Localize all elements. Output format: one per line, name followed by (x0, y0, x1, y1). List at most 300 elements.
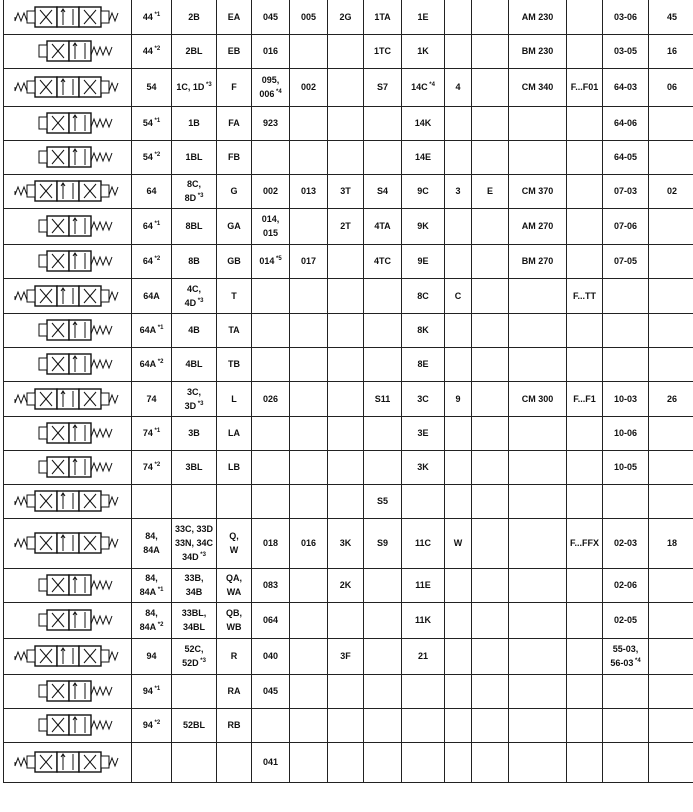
cell-value: TB (228, 359, 240, 369)
table (3, 0, 693, 783)
table-cell-i (445, 381, 472, 416)
cell-value: 94 (142, 720, 153, 730)
footnote-marker: *2 (156, 622, 164, 628)
table-cell-l (567, 450, 603, 484)
cell-value: RA (227, 686, 241, 696)
table-cell-l (567, 347, 603, 381)
three-position-valve-symbol-icon (13, 283, 123, 309)
table-cell-f (328, 174, 364, 208)
table-cell-b (172, 450, 217, 484)
cell-value: 013 (300, 186, 317, 196)
valve-symbol-cell (4, 34, 132, 68)
table-cell-i (445, 638, 472, 674)
table-cell-c (217, 742, 252, 782)
table-cell-b (172, 518, 217, 568)
table-cell-k (509, 106, 567, 140)
cell-value: 8E (417, 359, 429, 369)
table-cell-f (328, 313, 364, 347)
table-cell-h (402, 0, 445, 34)
table-cell-o (649, 140, 693, 174)
valve-symbol-cell (4, 208, 132, 244)
cell-value: GB (227, 256, 241, 266)
table-cell-n (132, 708, 172, 742)
table-cell-n (132, 602, 172, 638)
table-cell-d (252, 313, 290, 347)
table-cell-j (472, 313, 509, 347)
table-cell-k (509, 244, 567, 278)
table-cell-e (290, 450, 328, 484)
two-position-valve-symbol-icon (13, 213, 123, 239)
table-cell-e (290, 602, 328, 638)
valve-symbol-cell (4, 742, 132, 782)
footnote-marker: *3 (204, 82, 212, 88)
table-cell-h (402, 174, 445, 208)
table-cell-o (649, 278, 693, 313)
table-row (4, 106, 693, 140)
table-cell-d (252, 0, 290, 34)
table-cell-d (252, 244, 290, 278)
valve-symbol-cell (4, 518, 132, 568)
table-cell-n (132, 742, 172, 782)
table-cell-l (567, 381, 603, 416)
table-cell-j (472, 416, 509, 450)
table-cell-k (509, 568, 567, 602)
table-row (4, 313, 693, 347)
table-cell-j (472, 602, 509, 638)
table-cell-e (290, 208, 328, 244)
table-cell-h (402, 381, 445, 416)
cell-value: 07-05 (613, 256, 638, 266)
table-cell-c (217, 208, 252, 244)
table-cell-b (172, 140, 217, 174)
table-cell-j (472, 106, 509, 140)
cell-value: 02 (666, 186, 677, 196)
table-cell-g (364, 638, 402, 674)
cell-value: 3B (188, 428, 200, 438)
table-cell-f (328, 208, 364, 244)
table-cell-n (132, 638, 172, 674)
table-cell-d (252, 742, 290, 782)
table-cell-f (328, 602, 364, 638)
cell-value: 10-05 (613, 462, 638, 472)
cell-value: C (454, 290, 462, 301)
table-cell-b (172, 0, 217, 34)
table-cell-m (603, 742, 649, 782)
table-cell-k (509, 638, 567, 674)
table-cell-l (567, 602, 603, 638)
table-cell-n (132, 484, 172, 518)
cell-value: 64A (139, 325, 157, 335)
cell-value: 54 (146, 82, 157, 92)
table-cell-d (252, 638, 290, 674)
table-cell-b (172, 416, 217, 450)
cell-value: 083 (262, 580, 279, 590)
table-cell-k (509, 140, 567, 174)
cell-value: 3C, 3D (184, 386, 201, 411)
table-cell-m (603, 708, 649, 742)
table-cell-c (217, 174, 252, 208)
two-position-valve-symbol-icon (13, 38, 123, 64)
cell-value: 03-05 (613, 46, 638, 56)
table-cell-h (402, 568, 445, 602)
table-cell-j (472, 381, 509, 416)
table-cell-f (328, 278, 364, 313)
two-position-valve-symbol-icon (13, 712, 123, 738)
cell-value: 84, 84A (139, 573, 158, 597)
valve-symbol-cell (4, 106, 132, 140)
footnote-marker: *4 (427, 82, 435, 88)
table-cell-c (217, 0, 252, 34)
table-cell-n (132, 174, 172, 208)
table-cell-h (402, 708, 445, 742)
cell-value: 3K (339, 538, 352, 548)
cell-value: 06 (666, 82, 677, 92)
table-cell-d (252, 381, 290, 416)
cell-value: 3 (455, 186, 461, 196)
table-cell-k (509, 34, 567, 68)
table-row (4, 347, 693, 381)
table-cell-k (509, 602, 567, 638)
table-cell-c (217, 518, 252, 568)
cell-value: 11E (415, 580, 431, 590)
table-cell-f (328, 674, 364, 708)
table-cell-n (132, 674, 172, 708)
cell-value: 64 (146, 186, 157, 196)
table-cell-j (472, 0, 509, 34)
table-cell-h (402, 140, 445, 174)
two-position-valve-symbol-icon (13, 110, 123, 136)
valve-symbol-cell (4, 313, 132, 347)
cell-value: F (231, 82, 237, 92)
footnote-marker: *1 (152, 686, 161, 692)
table-cell-d (252, 278, 290, 313)
valve-symbol-cell (4, 602, 132, 638)
table-cell-l (567, 416, 603, 450)
valve-symbol-cell (4, 416, 132, 450)
table-cell-o (649, 638, 693, 674)
cell-value: AM 270 (521, 221, 554, 231)
table-cell-l (567, 0, 603, 34)
cell-value: 041 (262, 757, 279, 767)
table-cell-c (217, 568, 252, 602)
table-cell-o (649, 34, 693, 68)
cell-value: 10-03 (613, 393, 638, 404)
cell-value: 064 (262, 615, 279, 625)
table-cell-f (328, 484, 364, 518)
table-cell-n (132, 278, 172, 313)
table-cell-e (290, 278, 328, 313)
table-cell-c (217, 313, 252, 347)
cell-value: 14C (411, 82, 428, 92)
cell-value: 44 (142, 11, 153, 22)
valve-symbol-cell (4, 244, 132, 278)
two-position-valve-symbol-icon (13, 248, 123, 274)
table-row (4, 416, 693, 450)
table-cell-m (603, 450, 649, 484)
table-cell-g (364, 602, 402, 638)
cell-value: 55-03, 56-03 (610, 644, 639, 668)
table-cell-h (402, 34, 445, 68)
footnote-marker: *2 (152, 152, 161, 158)
cell-value: 33BL, 34BL (181, 608, 207, 632)
table-cell-h (402, 244, 445, 278)
cell-value: 02-06 (613, 580, 638, 590)
table-cell-c (217, 484, 252, 518)
table-cell-o (649, 174, 693, 208)
footnote-marker: *2 (152, 462, 161, 468)
cell-value: 64A (143, 290, 160, 301)
valve-symbol-cell (4, 381, 132, 416)
footnote-marker: *3 (198, 552, 206, 558)
cell-value: 9E (417, 256, 429, 266)
table-cell-o (649, 313, 693, 347)
cell-value: 3E (417, 428, 429, 438)
table-cell-i (445, 742, 472, 782)
cell-value: T (231, 290, 237, 301)
table-cell-g (364, 568, 402, 602)
cell-value: CM 300 (521, 393, 554, 404)
table-cell-f (328, 106, 364, 140)
table-cell-b (172, 484, 217, 518)
valve-symbol-cell (4, 0, 132, 34)
cell-value: 018 (262, 538, 279, 548)
table-cell-i (445, 708, 472, 742)
table-row (4, 674, 693, 708)
footnote-marker: *1 (152, 221, 161, 227)
table-cell-o (649, 68, 693, 106)
cell-value: 9K (417, 221, 429, 231)
cell-value: QA, WA (225, 573, 242, 597)
cell-value: FA (228, 118, 240, 128)
table-cell-d (252, 347, 290, 381)
three-position-valve-symbol-icon (13, 643, 123, 669)
cell-value: 14K (414, 118, 432, 128)
cell-value: 02-03 (613, 538, 638, 548)
table-cell-m (603, 140, 649, 174)
table-cell-n (132, 381, 172, 416)
table-cell-c (217, 602, 252, 638)
table-cell-d (252, 68, 290, 106)
table-cell-j (472, 34, 509, 68)
cell-value: 10-06 (613, 428, 638, 438)
three-position-valve-symbol-icon (13, 749, 123, 775)
table-cell-e (290, 674, 328, 708)
table-cell-n (132, 313, 172, 347)
table-cell-c (217, 278, 252, 313)
cell-value: 002 (300, 82, 317, 92)
valve-symbol-cell (4, 174, 132, 208)
table-row (4, 174, 693, 208)
cell-value: 045 (262, 11, 279, 22)
table-cell-l (567, 34, 603, 68)
cell-value: 4BL (185, 359, 203, 369)
valve-symbol-cell (4, 708, 132, 742)
table-cell-k (509, 0, 567, 34)
table-cell-e (290, 313, 328, 347)
table-cell-k (509, 381, 567, 416)
cell-value: 74 (142, 462, 153, 472)
table-cell-d (252, 34, 290, 68)
table-cell-h (402, 106, 445, 140)
cell-value: TA (228, 325, 240, 335)
table-cell-e (290, 68, 328, 106)
table-cell-i (445, 34, 472, 68)
table-cell-j (472, 518, 509, 568)
table-cell-d (252, 602, 290, 638)
table-cell-h (402, 347, 445, 381)
footnote-marker: *2 (152, 720, 161, 726)
table-cell-d (252, 174, 290, 208)
two-position-valve-symbol-icon (13, 144, 123, 170)
cell-value: S5 (376, 496, 388, 506)
table-cell-n (132, 34, 172, 68)
cell-value: S4 (376, 186, 388, 196)
cell-value: 74 (146, 393, 157, 404)
table-cell-l (567, 174, 603, 208)
cell-value: 8B (188, 256, 200, 266)
cell-value: 1C, 1D (176, 82, 205, 92)
table-cell-i (445, 68, 472, 106)
table-cell-k (509, 742, 567, 782)
table-cell-m (603, 244, 649, 278)
cell-value: 4B (188, 325, 200, 335)
table-cell-n (132, 568, 172, 602)
table-cell-b (172, 381, 217, 416)
cell-value: QB, WB (225, 608, 242, 632)
cell-value: 14E (414, 152, 431, 162)
table-cell-l (567, 484, 603, 518)
cell-value: 26 (666, 393, 677, 404)
cell-value: 84, 84A (143, 531, 160, 555)
footnote-marker: *5 (274, 256, 282, 262)
table-cell-k (509, 313, 567, 347)
valve-symbol-cell (4, 674, 132, 708)
cell-value: 18 (666, 538, 677, 548)
table-cell-e (290, 174, 328, 208)
table-cell-m (603, 0, 649, 34)
table-cell-d (252, 450, 290, 484)
table-cell-g (364, 34, 402, 68)
two-position-valve-symbol-icon (13, 420, 123, 446)
cell-value: 1B (188, 118, 200, 128)
table-cell-m (603, 347, 649, 381)
cell-value: S11 (374, 393, 391, 404)
cell-value: 02-05 (613, 615, 638, 625)
table-cell-j (472, 450, 509, 484)
table-cell-d (252, 708, 290, 742)
cell-value: 44 (142, 46, 153, 56)
table-cell-c (217, 347, 252, 381)
cell-value: 9 (455, 393, 461, 404)
table-cell-n (132, 140, 172, 174)
cell-value: LB (228, 462, 240, 472)
cell-value: BM 270 (521, 256, 554, 266)
table-cell-g (364, 450, 402, 484)
footnote-marker: *3 (196, 193, 204, 199)
table-row (4, 34, 693, 68)
cell-value: 016 (262, 46, 279, 56)
table-row (4, 278, 693, 313)
table-cell-d (252, 484, 290, 518)
cell-value: BM 230 (521, 46, 554, 56)
table-cell-n (132, 106, 172, 140)
three-position-valve-symbol-icon (13, 488, 123, 514)
cell-value: 3BL (185, 462, 203, 472)
cell-value: 1TC (373, 46, 391, 56)
table-cell-f (328, 140, 364, 174)
table-cell-c (217, 381, 252, 416)
table-cell-h (402, 638, 445, 674)
table-cell-c (217, 450, 252, 484)
cell-value: 1E (417, 11, 429, 22)
cell-value: 045 (262, 686, 279, 696)
table-cell-d (252, 518, 290, 568)
table-cell-b (172, 638, 217, 674)
table-cell-g (364, 347, 402, 381)
table-cell-i (445, 313, 472, 347)
cell-value: 3C (417, 393, 429, 404)
table-cell-g (364, 244, 402, 278)
footnote-marker: *3 (196, 400, 204, 407)
table-row (4, 140, 693, 174)
table-cell-g (364, 0, 402, 34)
cell-value: 11C (414, 538, 431, 548)
footnote-marker: *2 (152, 256, 161, 262)
table-cell-n (132, 416, 172, 450)
cell-value: F...FFX (570, 538, 599, 548)
valve-symbol-cell (4, 450, 132, 484)
cell-value: 2K (339, 580, 352, 590)
table-cell-d (252, 568, 290, 602)
table-cell-n (132, 68, 172, 106)
cell-value: 1K (417, 46, 429, 56)
table-cell-k (509, 484, 567, 518)
footnote-marker: *2 (152, 46, 161, 52)
table-cell-n (132, 347, 172, 381)
table-cell-k (509, 208, 567, 244)
table-cell-b (172, 278, 217, 313)
cell-value: 54 (142, 152, 153, 162)
table-cell-k (509, 68, 567, 106)
valve-symbol-cell (4, 484, 132, 518)
footnote-marker: *3 (196, 297, 204, 304)
table-cell-m (603, 278, 649, 313)
cell-value: 3F (340, 651, 351, 661)
cell-value: 64A (139, 359, 157, 369)
cell-value: RB (227, 720, 241, 730)
table-cell-d (252, 674, 290, 708)
two-position-valve-symbol-icon (13, 607, 123, 633)
table-cell-i (445, 278, 472, 313)
table-cell-g (364, 484, 402, 518)
table-cell-c (217, 416, 252, 450)
table-cell-i (445, 416, 472, 450)
table-cell-o (649, 484, 693, 518)
three-position-valve-symbol-icon (13, 530, 123, 556)
table-cell-k (509, 416, 567, 450)
cell-value: 45 (666, 11, 677, 22)
cell-value: 923 (262, 118, 279, 128)
cell-value: 11K (414, 615, 431, 625)
cell-value: S9 (376, 538, 388, 548)
cell-value: EB (227, 46, 241, 56)
table-cell-m (603, 638, 649, 674)
table-row (4, 708, 693, 742)
table-cell-n (132, 244, 172, 278)
table-cell-l (567, 708, 603, 742)
table-cell-d (252, 140, 290, 174)
table-cell-j (472, 674, 509, 708)
